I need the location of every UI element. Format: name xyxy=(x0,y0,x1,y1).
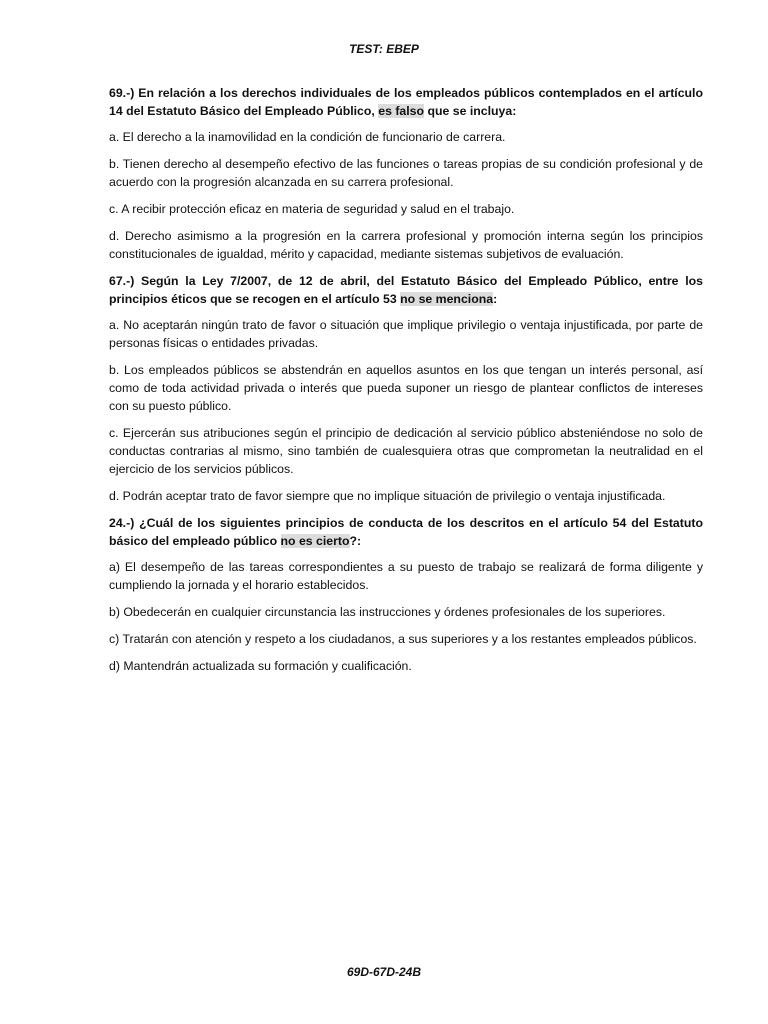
page-header-title: TEST: EBEP xyxy=(349,42,419,56)
answer-option-d: d) Mantendrán actualizada su formación y cualificación. xyxy=(109,659,412,673)
question-stem-highlight: no se menciona xyxy=(400,292,494,306)
question-67 xyxy=(109,272,703,505)
question-stem-highlight: no es cierto xyxy=(280,534,350,548)
answer-option-d: d. Podrán aceptar trato de favor siempre que no implique situación de privilegio o ventaja injustificada. xyxy=(109,489,666,503)
answer-option-b: b) Obedecerán en cualquier circunstancia las instrucciones y órdenes profesionales de los superiores. xyxy=(109,605,666,619)
question-stem-text-end: : xyxy=(493,292,498,306)
answer-option-a: a. No aceptarán ningún trato de favor o situación que implique privilegio o ventaja injustificada, por parte de personas físicas o entidades privadas. xyxy=(109,318,703,350)
question-24 xyxy=(109,514,703,675)
question-stem-text: 24.-) ¿Cuál de los siguientes principios de conducta de los descritos en el artículo 54 del Estatuto básico del empleado público xyxy=(109,516,703,548)
question-stem-text-end: que se incluya: xyxy=(424,104,517,118)
question-list xyxy=(109,84,703,684)
question-stem xyxy=(109,514,703,550)
answer-option-a: a. El derecho a la inamovilidad en la condición de funcionario de carrera. xyxy=(109,130,506,144)
answer-option-a: a) El desempeño de las tareas correspondientes a su puesto de trabajo se realizará de forma diligente y cumpliendo la jornada y el horario establecidos. xyxy=(109,560,703,592)
question-stem-highlight: es falso xyxy=(378,104,425,118)
question-stem-text: 69.-) En relación a los derechos individuales de los empleados públicos contemplados en el artículo 14 del Estatuto Básico del Empleado Público, xyxy=(109,86,703,118)
question-69 xyxy=(109,84,703,263)
answer-option-d: d. Derecho asimismo a la progresión en la carrera profesional y promoción interna según los principios constitucionales de igualdad, mérito y capacidad, mediante sistemas subjetivos de evaluación. xyxy=(109,229,703,261)
answer-option-c: c) Tratarán con atención y respeto a los ciudadanos, a sus superiores y a los restantes empleados públicos. xyxy=(109,632,697,646)
page-footer-answer-key: 69D-67D-24B xyxy=(346,965,422,979)
question-stem-text-end: ?: xyxy=(349,534,362,548)
answer-option-c: c. A recibir protección eficaz en materia de seguridad y salud en el trabajo. xyxy=(109,202,515,216)
answer-option-c: c. Ejercerán sus atribuciones según el principio de dedicación al servicio público absteniéndose no solo de conductas contrarias al mismo, sino también de cualesquiera otras que comprometan la neutralidad en el ejercicio de los servicios públicos. xyxy=(109,426,703,476)
question-stem xyxy=(109,84,703,120)
answer-option-b: b. Los empleados públicos se abstendrán en aquellos asuntos en los que tengan un interés personal, así como de toda actividad privada o interés que pueda suponer un riesgo de plantear conflictos de intereses con su puesto público. xyxy=(109,363,703,413)
question-stem xyxy=(109,272,703,308)
question-stem-text: 67.-) Según la Ley 7/2007, de 12 de abril, del Estatuto Básico del Empleado Público, entre los principios éticos que se recogen en el artículo 53 xyxy=(109,274,703,306)
answer-option-b: b. Tienen derecho al desempeño efectivo de las funciones o tareas propias de su condición profesional y de acuerdo con la progresión alcanzada en su carrera profesional. xyxy=(109,157,703,189)
